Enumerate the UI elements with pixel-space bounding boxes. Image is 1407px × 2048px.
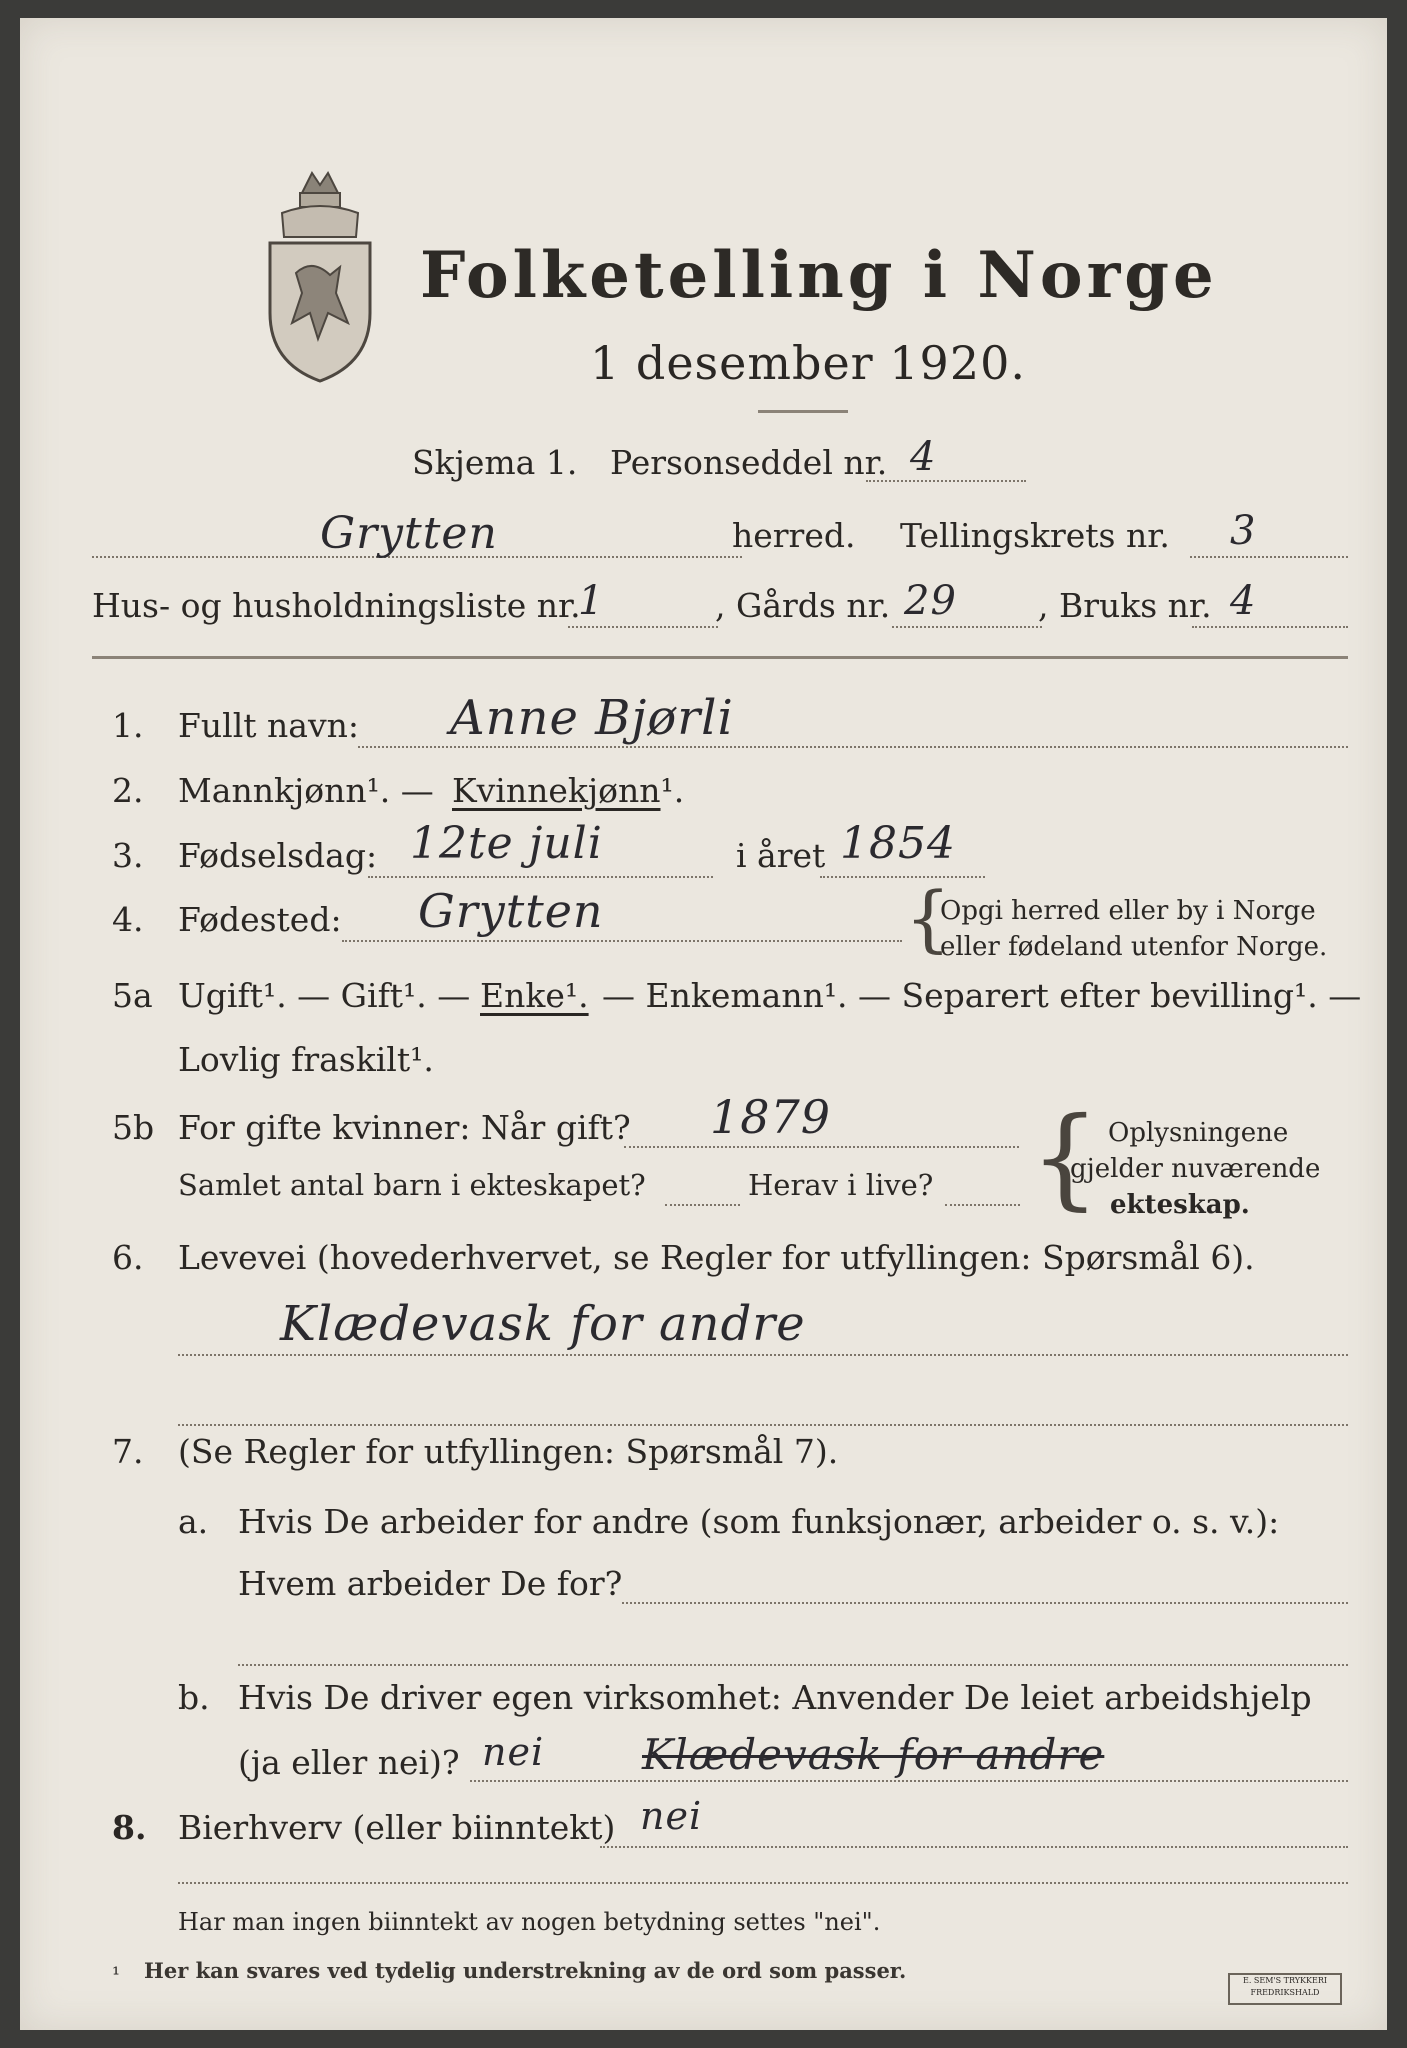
q5b-live-label: Herav i live? bbox=[748, 1168, 934, 1202]
q8-value: nei bbox=[640, 1794, 703, 1838]
q3-year-line bbox=[820, 876, 985, 878]
q7a-label: Hvis De arbeider for andre (som funksjonær, arbeider o. s. v.): bbox=[238, 1502, 1280, 1541]
q6-line-2 bbox=[178, 1424, 1348, 1426]
herred-label: herred. bbox=[732, 516, 856, 555]
q5b-note-line-3: ekteskap. bbox=[1110, 1190, 1250, 1220]
q2-number: 2. bbox=[112, 771, 144, 810]
q1-label: Fullt navn: bbox=[178, 706, 359, 745]
bruks-label: , Bruks nr. bbox=[1038, 586, 1212, 625]
title-divider bbox=[758, 410, 848, 413]
q5b-note-line-2: gjelder nuværende bbox=[1070, 1154, 1321, 1184]
q2-kvinnekjonn: Kvinnekjønn bbox=[452, 771, 661, 810]
footnote-mark: ¹ bbox=[112, 1962, 121, 1986]
q7b-value: nei bbox=[482, 1730, 545, 1774]
q7-label: (Se Regler for utfyllingen: Spørsmål 7). bbox=[178, 1432, 839, 1471]
skjema-label: Skjema 1. bbox=[412, 443, 578, 482]
q3-value: 12te juli bbox=[410, 818, 603, 869]
q8-label: Bierhverv (eller biinntekt) bbox=[178, 1808, 616, 1847]
q5b-number: 5b bbox=[112, 1108, 155, 1147]
tellingskrets-value: 3 bbox=[1230, 508, 1257, 554]
q5a-enke: Enke¹. bbox=[480, 976, 589, 1015]
q6-number: 6. bbox=[112, 1238, 144, 1277]
q6-value: Klædevask for andre bbox=[280, 1296, 806, 1352]
q6-label: Levevei (hovederhvervet, se Regler for utfyllingen: Spørsmål 6). bbox=[178, 1238, 1255, 1277]
coat-of-arms-icon bbox=[252, 163, 387, 388]
census-form-page bbox=[20, 18, 1387, 2030]
gards-value: 29 bbox=[904, 578, 957, 624]
q5a-line-2: Lovlig fraskilt¹. bbox=[178, 1040, 434, 1079]
q5b-barn-label: Samlet antal barn i ekteskapet? bbox=[178, 1168, 646, 1202]
q3-label: Fødselsdag: bbox=[178, 836, 378, 875]
q5b-barn-line bbox=[665, 1204, 740, 1206]
hus-label: Hus- og husholdningsliste nr. bbox=[92, 586, 581, 625]
q7-number: 7. bbox=[112, 1432, 144, 1471]
q5b-label: For gifte kvinner: Når gift? bbox=[178, 1108, 631, 1147]
q2-kvinnekjonn-footnote: ¹. bbox=[660, 771, 685, 810]
q7a-line-2 bbox=[238, 1664, 1348, 1666]
q5b-value: 1879 bbox=[710, 1090, 832, 1144]
q1-number: 1. bbox=[112, 706, 144, 745]
personseddel-label: Personseddel nr. bbox=[610, 443, 888, 482]
tellingskrets-label: Tellingskrets nr. bbox=[900, 516, 1170, 555]
personseddel-line bbox=[866, 480, 1026, 482]
q8-line-2 bbox=[178, 1882, 1348, 1884]
q4-label: Fødested: bbox=[178, 900, 342, 939]
q5a-options-post: — Enkemann¹. — Separert efter bevilling¹. — bbox=[602, 976, 1362, 1015]
q7a-line-1 bbox=[622, 1602, 1348, 1604]
herred-value: Grytten bbox=[320, 508, 498, 559]
bruks-value: 4 bbox=[1230, 578, 1257, 624]
q3-number: 3. bbox=[112, 836, 144, 875]
bruks-line bbox=[1192, 626, 1348, 628]
q2-mannkjonn: Mannkjønn¹. — bbox=[178, 771, 434, 810]
q3-line bbox=[368, 876, 713, 878]
q7a-label-2: Hvem arbeider De for? bbox=[238, 1564, 623, 1603]
q7b-struck-value: Klædevask for andre bbox=[642, 1730, 1105, 1779]
q3-year-label: i året bbox=[736, 836, 826, 875]
hus-value: 1 bbox=[578, 578, 605, 624]
q4-value: Grytten bbox=[418, 884, 604, 938]
q8-line bbox=[600, 1846, 1348, 1848]
printer-stamp: E. SEM'S TRYKKERI FREDRIKSHALD bbox=[1228, 1973, 1342, 2005]
q5b-note-line-1: Oplysningene bbox=[1108, 1118, 1289, 1148]
q6-line-1 bbox=[178, 1354, 1348, 1356]
footer-note: Har man ingen biinntekt av nogen betydning settes "nei". bbox=[178, 1908, 881, 1936]
hus-line bbox=[568, 626, 718, 628]
q7b-label: Hvis De driver egen virksomhet: Anvender De leiet arbeidshjelp bbox=[238, 1678, 1312, 1717]
q5b-live-line bbox=[945, 1204, 1020, 1206]
q2-kvinnekjonn-row bbox=[452, 771, 684, 810]
gards-line bbox=[892, 626, 1042, 628]
q4-note-line-2: eller fødeland utenfor Norge. bbox=[940, 932, 1328, 962]
q4-number: 4. bbox=[112, 900, 144, 939]
q1-line bbox=[358, 746, 1348, 748]
personseddel-value: 4 bbox=[910, 434, 937, 480]
q4-brace: { bbox=[905, 876, 951, 960]
q7a-number: a. bbox=[178, 1502, 209, 1541]
census-date: 1 desember 1920. bbox=[590, 336, 1026, 390]
q5b-line bbox=[624, 1146, 1019, 1148]
tellingskrets-line bbox=[1190, 556, 1348, 558]
q4-note-line-1: Opgi herred eller by i Norge bbox=[940, 896, 1316, 926]
q4-line bbox=[342, 940, 902, 942]
q7b-label-2: (ja eller nei)? bbox=[238, 1743, 460, 1782]
footnote: Her kan svares ved tydelig understrekning av de ord som passer. bbox=[144, 1958, 907, 1983]
q5a-number: 5a bbox=[112, 976, 153, 1015]
q1-value: Anne Bjørli bbox=[450, 690, 734, 746]
gards-label: , Gårds nr. bbox=[715, 586, 891, 625]
q3-year: 1854 bbox=[840, 818, 956, 869]
page-title: Folketelling i Norge bbox=[420, 238, 1218, 313]
q8-number: 8. bbox=[112, 1808, 147, 1847]
q5b-brace: { bbox=[1030, 1093, 1100, 1221]
q5a-options-pre: Ugift¹. — Gift¹. — bbox=[178, 976, 471, 1015]
q7b-line bbox=[470, 1780, 1348, 1782]
header-divider bbox=[92, 656, 1348, 659]
q7b-number: b. bbox=[178, 1678, 210, 1717]
